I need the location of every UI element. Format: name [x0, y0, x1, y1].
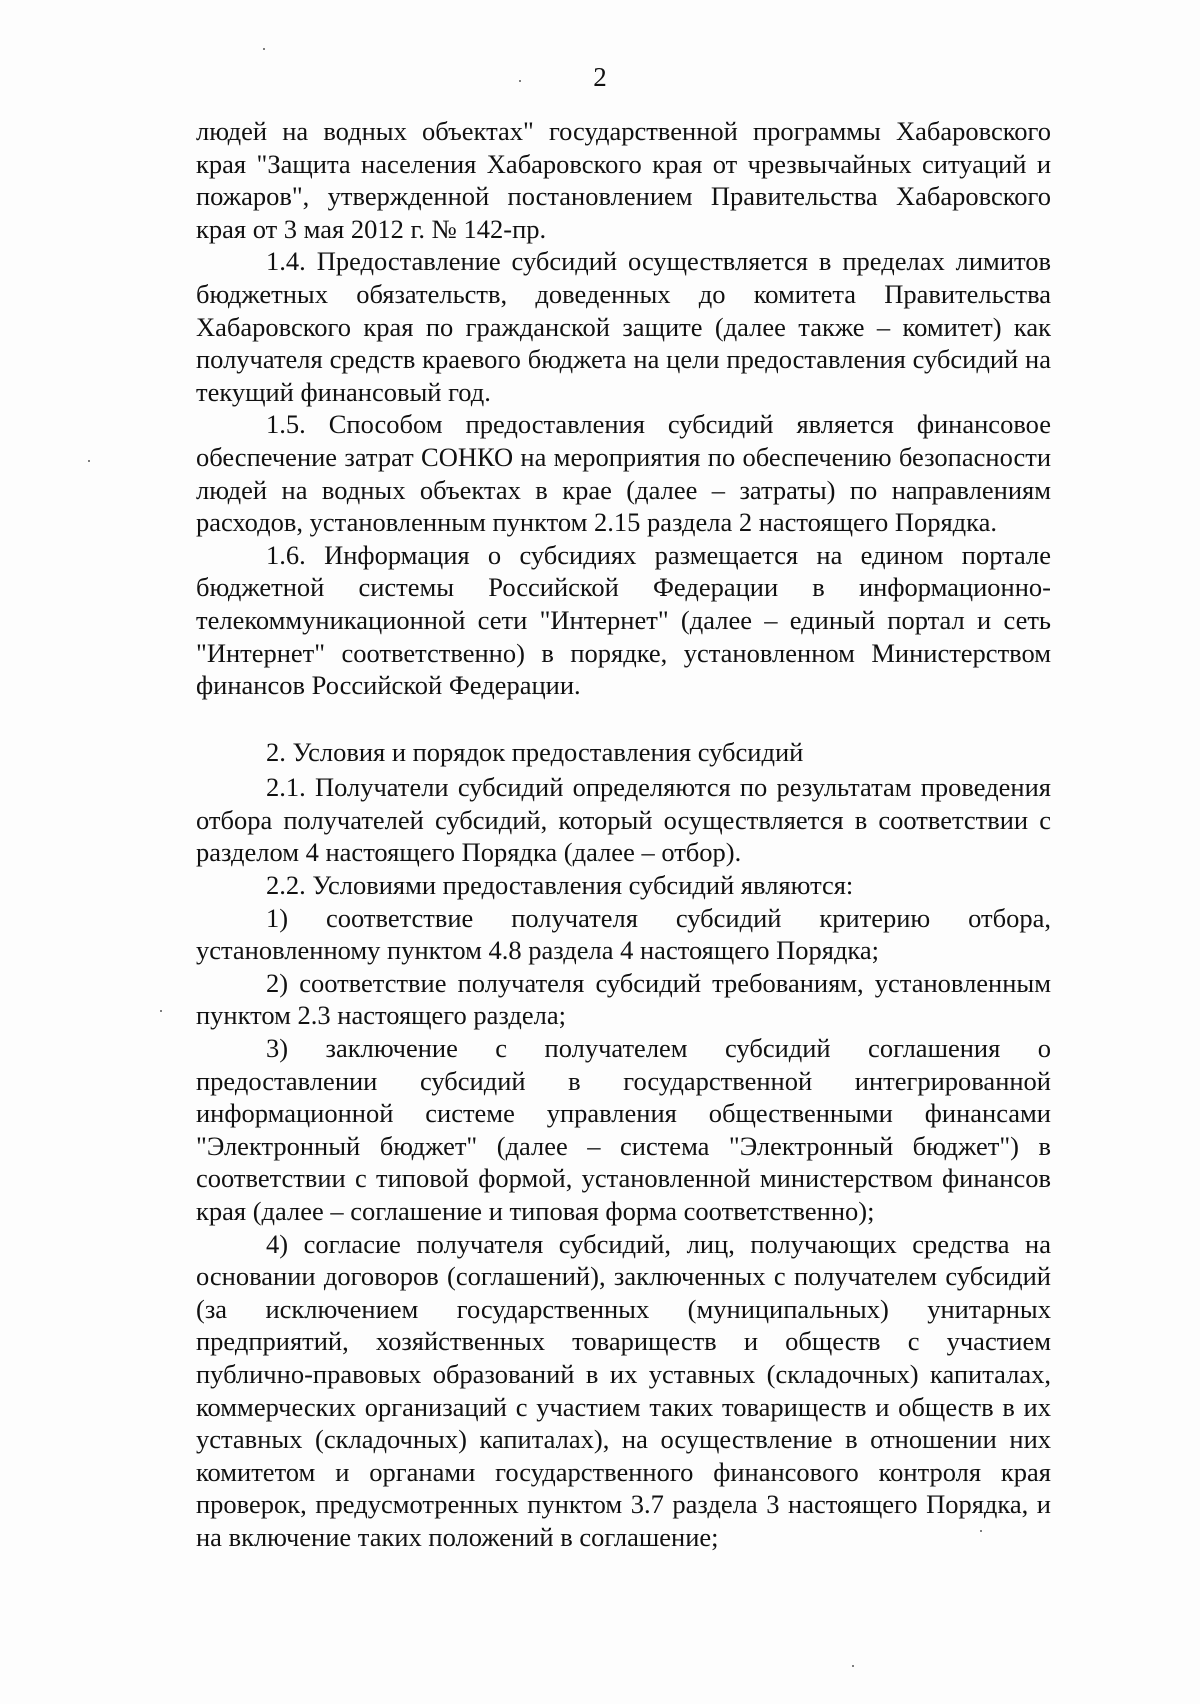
paragraph-1-5: 1.5. Способом предоставления субсидий является финансовое обеспечение затрат СОНКО на мероприятия по обеспечению безопасности людей на водных объектах в крае (далее – затраты) по направлениям расходов, установленным пунктом 2.15 раздела 2 настоящего Порядка. — [196, 409, 1051, 538]
scan-speck — [160, 1010, 162, 1012]
list-item-condition-2: 2) соответствие получателя субсидий требованиям, установленным пунктом 2.3 настоящего раздела; — [196, 967, 1051, 1031]
list-item-condition-1: 1) соответствие получателя субсидий критерию отбора, установленному пунктом 4.8 раздела 4 настоящего Порядка; — [196, 902, 1051, 966]
scan-speck — [980, 1530, 982, 1532]
paragraph-1-4: 1.4. Предоставление субсидий осуществляется в пределах лимитов бюджетных обязательств, доведенных до комитета Правительства Хабаровского края по гражданской защите (далее также – комитет) как получателя средств краевого бюджета на цели предоставления субсидий на текущий финансовый год. — [196, 246, 1051, 407]
scan-speck — [88, 460, 90, 462]
paragraph-2-2: 2.2. Условиями предоставления субсидий являются: — [266, 870, 854, 901]
list-item-condition-3: 3) заключение с получателем субсидий соглашения о предоставлении субсидий в государственной интегрированной информационной системе управления общественными финансами "Электронный бюджет" (далее – система "Электронный бюджет") в соответствии с типовой формой, установленной министерством финансов края (далее – соглашение и типовая форма соответственно); — [196, 1033, 1051, 1226]
page-number: 2 — [593, 62, 607, 92]
paragraph-intro: людей на водных объектах" государственной программы Хабаровского края "Защита населения Хабаровского края от чрезвычайных ситуаций и пожаров", утвержденной постановлением Правительства Хабаровского края от 3 мая 2012 г. № 142-пр. — [196, 116, 1051, 244]
scan-speck — [263, 48, 265, 50]
paragraph-1-6: 1.6. Информация о субсидиях размещается на едином портале бюджетной системы Российской Федерации в информационно-телекоммуникационной сети "Интернет" (далее – единый портал и сеть "Интернет" соответственно) в порядке, установленном Министерством финансов Российской Федерации. — [196, 539, 1051, 701]
section-heading: 2. Условия и порядок предоставления субсидий — [266, 736, 804, 767]
document-body — [196, 115, 1051, 1554]
list-item-condition-4: 4) согласие получателя субсидий, лиц, получающих средства на основании договоров (соглашений), заключенных с получателем субсидий (за исключением государственных (муниципальных) унитарных предприятий, хозяйственных товариществ и обществ с участием публично-правовых образований в их уставных (складочных) капиталах, коммерческих организаций с участием таких товариществ и обществ в их уставных (складочных) капиталах), на осуществление в отношении них комитетом и органами государственного финансового контроля края проверок, предусмотренных пунктом 3.7 раздела 3 настоящего Порядка, и на включение таких положений в соглашение; — [196, 1228, 1051, 1552]
paragraph-2-1: 2.1. Получатели субсидий определяются по результатам проведения отбора получателей субсидий, который осуществляется в соответствии с разделом 4 настоящего Порядка (далее – отбор). — [196, 772, 1051, 868]
scan-speck — [852, 1665, 854, 1667]
scan-speck — [519, 80, 521, 82]
section-spacer — [196, 702, 1051, 736]
